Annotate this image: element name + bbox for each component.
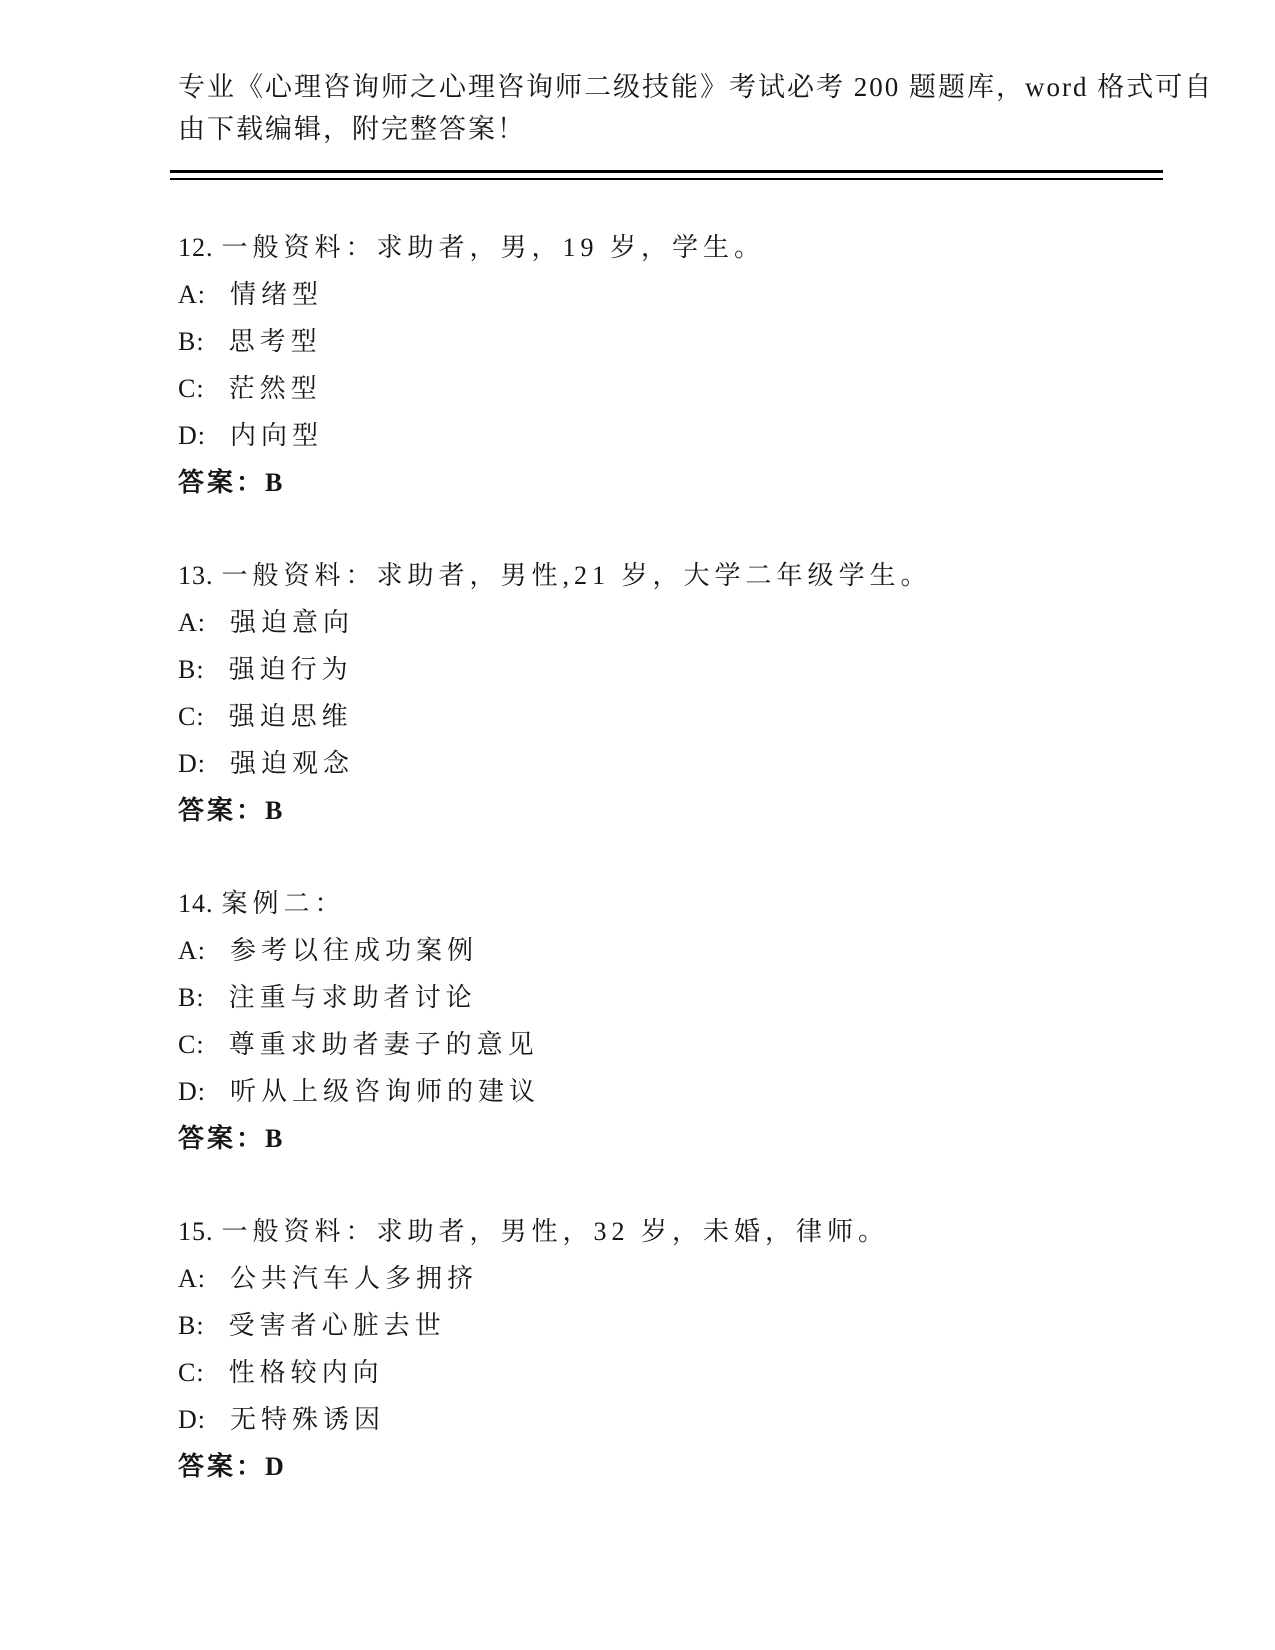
option-a bbox=[178, 271, 1118, 318]
option-text: 茫然型 bbox=[228, 374, 322, 403]
option-label: D: bbox=[178, 421, 206, 450]
answer-label: 答案： bbox=[178, 1452, 266, 1481]
answer-line bbox=[178, 459, 1118, 506]
option-label: A: bbox=[178, 1264, 206, 1293]
question-number: 15. bbox=[178, 1217, 214, 1246]
option-label: C: bbox=[178, 702, 205, 731]
option-label: B: bbox=[178, 1311, 205, 1340]
option-b bbox=[178, 1302, 1118, 1349]
option-a bbox=[178, 599, 1118, 646]
option-text: 思考型 bbox=[228, 327, 322, 356]
option-d bbox=[178, 1068, 1118, 1115]
question-stem-text: 案例二： bbox=[221, 889, 346, 918]
header-line-1: 专业《心理咨询师之心理咨询师二级技能》考试必考 200 题题库，word 格式可自 bbox=[178, 72, 1214, 102]
question-15 bbox=[178, 1208, 1118, 1490]
option-text: 无特殊诱因 bbox=[230, 1405, 386, 1434]
document-header bbox=[178, 0, 1214, 150]
option-text: 参考以往成功案例 bbox=[230, 936, 479, 965]
option-text: 听从上级咨询师的建议 bbox=[230, 1077, 541, 1106]
answer-label: 答案： bbox=[178, 1124, 266, 1153]
question-13 bbox=[178, 552, 1118, 834]
answer-label: 答案： bbox=[178, 796, 266, 825]
option-c bbox=[178, 365, 1118, 412]
document-content bbox=[178, 0, 1214, 1490]
option-label: A: bbox=[178, 608, 206, 637]
question-stem bbox=[178, 224, 1118, 271]
option-label: A: bbox=[178, 936, 206, 965]
option-c bbox=[178, 693, 1118, 740]
option-d bbox=[178, 412, 1118, 459]
answer-line bbox=[178, 1443, 1118, 1490]
option-label: B: bbox=[178, 983, 205, 1012]
option-text: 受害者心脏去世 bbox=[228, 1311, 446, 1340]
option-label: D: bbox=[178, 1405, 206, 1434]
option-label: B: bbox=[178, 655, 205, 684]
question-stem-text: 一般资料：求助者，男性,21 岁，大学二年级学生。 bbox=[221, 561, 932, 590]
option-text: 情绪型 bbox=[230, 280, 324, 309]
option-b bbox=[178, 318, 1118, 365]
option-d bbox=[178, 740, 1118, 787]
question-number: 13. bbox=[178, 561, 214, 590]
option-label: D: bbox=[178, 1077, 206, 1106]
option-text: 强迫行为 bbox=[228, 655, 353, 684]
question-number: 14. bbox=[178, 889, 214, 918]
question-stem bbox=[178, 880, 1118, 927]
answer-value: B bbox=[265, 468, 288, 497]
answer-line bbox=[178, 787, 1118, 834]
question-12 bbox=[178, 224, 1118, 506]
question-stem-text: 一般资料：求助者，男，19 岁，学生。 bbox=[221, 233, 766, 262]
option-text: 内向型 bbox=[230, 421, 324, 450]
answer-line bbox=[178, 1115, 1118, 1162]
option-label: A: bbox=[178, 280, 206, 309]
answer-value: B bbox=[265, 796, 288, 825]
question-number: 12. bbox=[178, 233, 214, 262]
option-label: C: bbox=[178, 1358, 205, 1387]
question-stem bbox=[178, 552, 1118, 599]
answer-value: B bbox=[265, 1124, 288, 1153]
option-text: 强迫思维 bbox=[228, 702, 353, 731]
option-label: D: bbox=[178, 749, 206, 778]
option-label: B: bbox=[178, 327, 205, 356]
answer-value: D bbox=[265, 1452, 289, 1481]
option-c bbox=[178, 1021, 1118, 1068]
question-list bbox=[178, 224, 1118, 1490]
option-c bbox=[178, 1349, 1118, 1396]
option-label: C: bbox=[178, 1030, 205, 1059]
option-text: 强迫观念 bbox=[230, 749, 355, 778]
option-text: 尊重求助者妻子的意见 bbox=[228, 1030, 539, 1059]
answer-label: 答案： bbox=[178, 468, 266, 497]
option-text: 强迫意向 bbox=[230, 608, 355, 637]
option-text: 性格较内向 bbox=[228, 1358, 384, 1387]
option-b bbox=[178, 646, 1118, 693]
double-rule-separator bbox=[170, 170, 1163, 180]
option-a bbox=[178, 927, 1118, 974]
option-b bbox=[178, 974, 1118, 1021]
option-label: C: bbox=[178, 374, 205, 403]
option-d bbox=[178, 1396, 1118, 1443]
question-stem bbox=[178, 1208, 1118, 1255]
option-text: 公共汽车人多拥挤 bbox=[230, 1264, 479, 1293]
option-a bbox=[178, 1255, 1118, 1302]
question-14 bbox=[178, 880, 1118, 1162]
option-text: 注重与求助者讨论 bbox=[228, 983, 477, 1012]
question-stem-text: 一般资料：求助者，男性，32 岁，未婚，律师。 bbox=[221, 1217, 890, 1246]
header-line-2: 由下载编辑，附完整答案！ bbox=[178, 114, 526, 144]
